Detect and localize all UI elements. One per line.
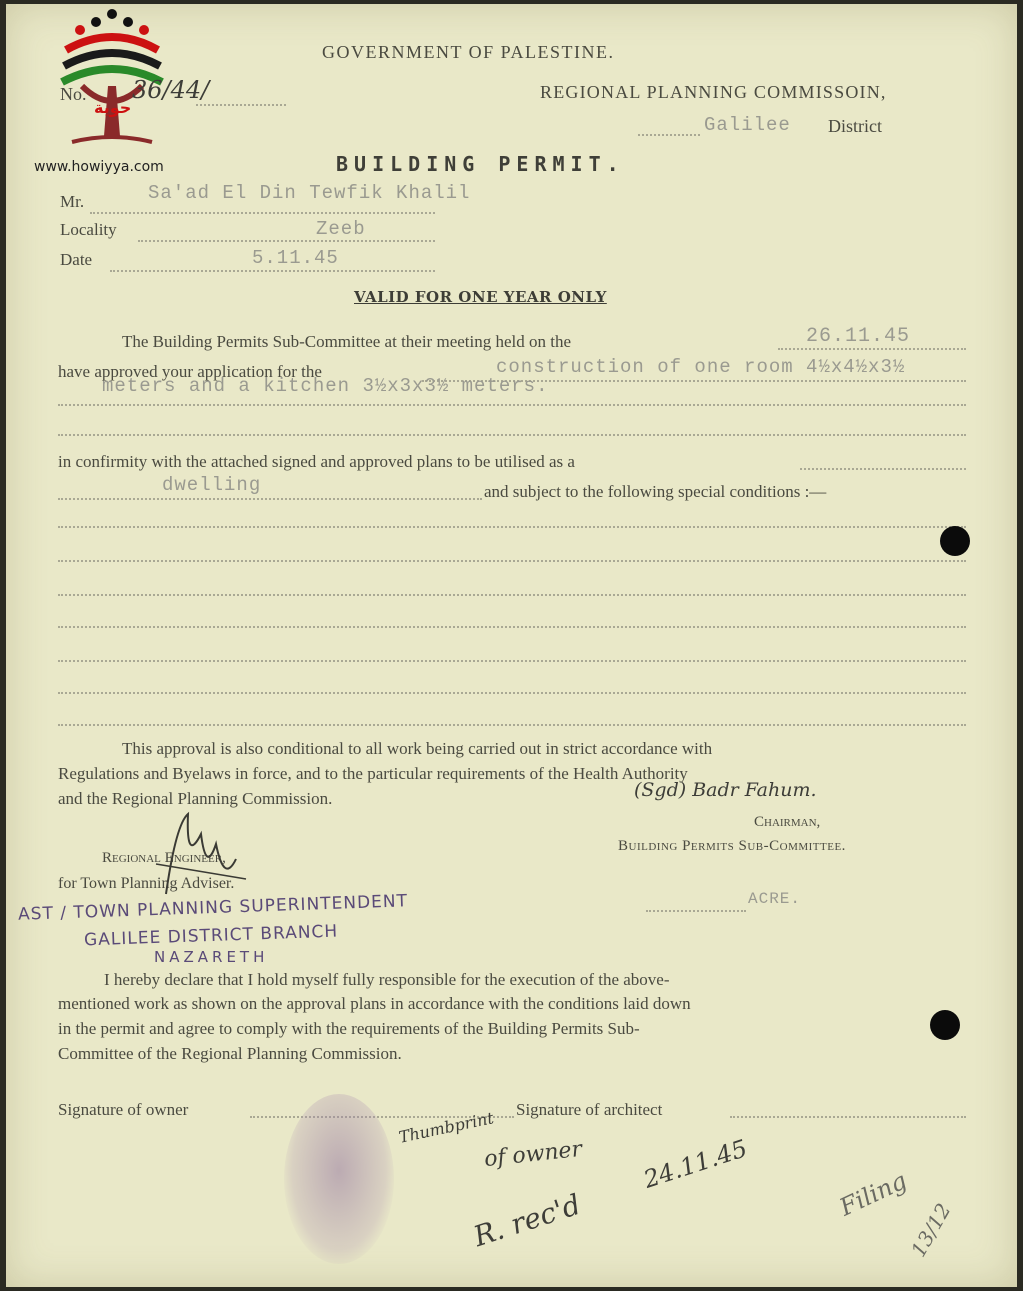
approval-line-1: This approval is also conditional to all work being carried out in strict accordance with (122, 739, 713, 758)
declaration-line-3: in the permit and agree to comply with the requirements of the Building Permits Sub- (58, 1019, 640, 1038)
use-value: dwelling (162, 474, 262, 496)
locality-value: Zeeb (316, 218, 366, 240)
declaration-line-4: Committee of the Regional Planning Commission. (58, 1044, 402, 1063)
filing-date: 13/12 (906, 1199, 956, 1261)
chairman-place: ACRE. (748, 890, 802, 908)
logo-brand-text: حوية (94, 98, 132, 117)
permit-title: BUILDING PERMIT. (336, 152, 625, 176)
permit-number: 36/44/ (132, 76, 210, 104)
conditions-text: and subject to the following special conditions :— (484, 482, 827, 501)
district-label: District (828, 116, 882, 136)
chairman-title: Chairman, (754, 814, 821, 830)
of-owner-note: of owner (482, 1136, 584, 1173)
engineer-title: Regional Engineer, (102, 850, 226, 866)
approval-line-2: Regulations and Byelaws in force, and to the particular requirements of the Health Authority (58, 764, 688, 783)
filing-note: Filing (835, 1166, 912, 1222)
application-text: have approved your application for the (58, 362, 322, 381)
district-value: Galilee (704, 114, 791, 136)
received-date: 24.11.45 (640, 1134, 751, 1194)
thumbprint (284, 1094, 394, 1264)
meeting-date: 26.11.45 (806, 325, 911, 348)
conformity-text: in confirmity with the attached signed and approved plans to be utilised as a (58, 452, 575, 471)
application-line-1: construction of one room 4½x4½x3½ (496, 356, 906, 378)
date-label: Date (60, 250, 93, 269)
application-line-2: meters and a kitchen 3½x3x3½ meters. (102, 375, 549, 397)
date-value: 5.11.45 (252, 247, 339, 269)
chairman-signature: (Sgd) Badr Fahum. (634, 779, 817, 801)
engineer-for: for Town Planning Adviser. (58, 875, 235, 892)
engineer-signature (146, 804, 266, 904)
approval-line-3: and the Regional Planning Commission. (58, 789, 333, 808)
stamp-line-2: GALILEE DISTRICT BRANCH (83, 921, 339, 951)
punch-hole-bottom (930, 1010, 960, 1040)
architect-signature-label: Signature of architect (516, 1100, 663, 1119)
number-label: No. (60, 84, 87, 104)
government-heading: GOVERNMENT OF PALESTINE. (322, 42, 615, 62)
commission-heading: REGIONAL PLANNING COMMISSOIN, (540, 82, 887, 102)
stamp-line-3: NAZARETH (154, 948, 269, 966)
punch-hole-top (940, 526, 970, 556)
locality-label: Locality (60, 220, 117, 239)
applicant-name: Sa'ad El Din Tewfik Khalil (148, 182, 471, 204)
watermark-url: www.howiyya.com (34, 159, 164, 175)
stamp-line-1: AST / TOWN PLANNING SUPERINTENDENT (17, 891, 409, 925)
committee-title: Building Permits Sub-Committee. (618, 838, 846, 854)
meeting-text: The Building Permits Sub-Committee at their meeting held on the (122, 332, 572, 351)
owner-signature-label: Signature of owner (58, 1100, 189, 1119)
validity-notice: VALID FOR ONE YEAR ONLY (354, 288, 607, 306)
thumbprint-note: Thumbprint (397, 1108, 496, 1147)
declaration-line-2: mentioned work as shown on the approval plans in accordance with the conditions laid down (58, 994, 691, 1013)
received-note: R. rec'd (469, 1187, 585, 1254)
declaration-line-1: I hereby declare that I hold myself fully responsible for the execution of the above- (104, 970, 670, 989)
mr-label: Mr. (60, 192, 85, 211)
document-page (6, 4, 1017, 1287)
